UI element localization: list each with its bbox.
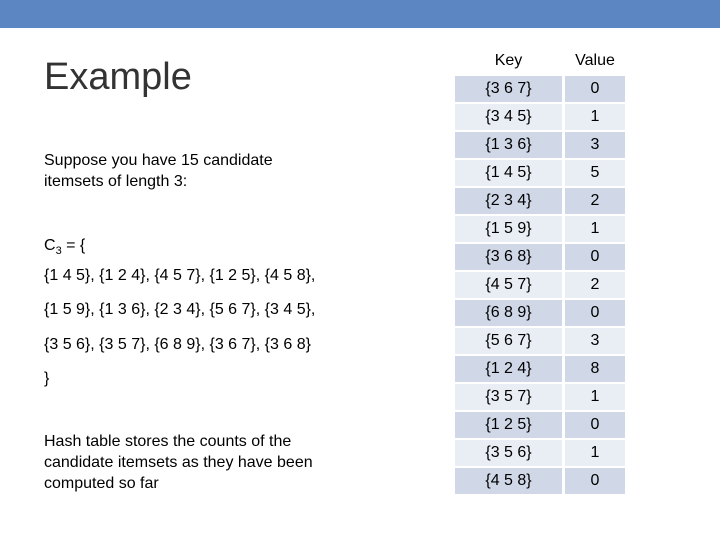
header-key: Key — [455, 48, 562, 74]
top-accent-bar — [0, 0, 720, 28]
key-cell: {4 5 7} — [455, 272, 562, 298]
key-cell: {5 6 7} — [455, 328, 562, 354]
itemset-line: {3 5 6}, {3 5 7}, {6 8 9}, {3 6 7}, {3 6 8} — [44, 336, 311, 353]
value-cell: 0 — [565, 300, 625, 326]
value-cell: 1 — [565, 384, 625, 410]
value-cell: 1 — [565, 216, 625, 242]
value-cell: 3 — [565, 132, 625, 158]
value-cell: 0 — [565, 244, 625, 270]
table-header-row — [455, 48, 625, 74]
value-cell: 8 — [565, 356, 625, 382]
table-row — [455, 188, 625, 214]
hash-table-note: Hash table stores the counts of the candidate itemsets as they have been computed so far — [44, 433, 313, 492]
value-cell: 1 — [565, 440, 625, 466]
header-value: Value — [565, 48, 625, 74]
value-cell: 2 — [565, 188, 625, 214]
value-cell: 5 — [565, 160, 625, 186]
table-row — [455, 104, 625, 130]
value-cell: 0 — [565, 468, 625, 494]
key-cell: {3 6 8} — [455, 244, 562, 270]
key-cell: {2 3 4} — [455, 188, 562, 214]
key-cell: {3 5 6} — [455, 440, 562, 466]
hash-table — [455, 46, 625, 496]
key-cell: {1 2 4} — [455, 356, 562, 382]
table-row — [455, 272, 625, 298]
table-body — [455, 76, 625, 494]
table-row — [455, 328, 625, 354]
value-cell: 0 — [565, 412, 625, 438]
key-cell: {1 2 5} — [455, 412, 562, 438]
table-row — [455, 440, 625, 466]
set-close-brace: } — [44, 370, 50, 387]
candidate-set-label — [44, 237, 85, 257]
table-row — [455, 216, 625, 242]
key-cell: {1 4 5} — [455, 160, 562, 186]
itemset-line: {1 5 9}, {1 3 6}, {2 3 4}, {5 6 7}, {3 4 5}, — [44, 301, 316, 318]
table-row — [455, 468, 625, 494]
table-row — [455, 384, 625, 410]
table-row — [455, 300, 625, 326]
set-open: = { — [61, 237, 86, 254]
key-cell: {1 5 9} — [455, 216, 562, 242]
key-cell: {6 8 9} — [455, 300, 562, 326]
itemset-line: {1 4 5}, {1 2 4}, {4 5 7}, {1 2 5}, {4 5 8}, — [44, 267, 316, 284]
value-cell: 3 — [565, 328, 625, 354]
key-cell: {1 3 6} — [455, 132, 562, 158]
table-row — [455, 244, 625, 270]
key-cell: {3 5 7} — [455, 384, 562, 410]
table-row — [455, 160, 625, 186]
value-cell: 2 — [565, 272, 625, 298]
value-cell: 1 — [565, 104, 625, 130]
slide-title: Example — [44, 56, 192, 98]
table-row — [455, 76, 625, 102]
set-subscript: 3 — [55, 245, 62, 258]
table-row — [455, 412, 625, 438]
table-row — [455, 356, 625, 382]
intro-text: Suppose you have 15 candidate itemsets of length 3: — [44, 152, 273, 190]
set-label: C — [44, 237, 56, 254]
key-cell: {3 4 5} — [455, 104, 562, 130]
table-row — [455, 132, 625, 158]
value-cell: 0 — [565, 76, 625, 102]
key-cell: {4 5 8} — [455, 468, 562, 494]
key-cell: {3 6 7} — [455, 76, 562, 102]
